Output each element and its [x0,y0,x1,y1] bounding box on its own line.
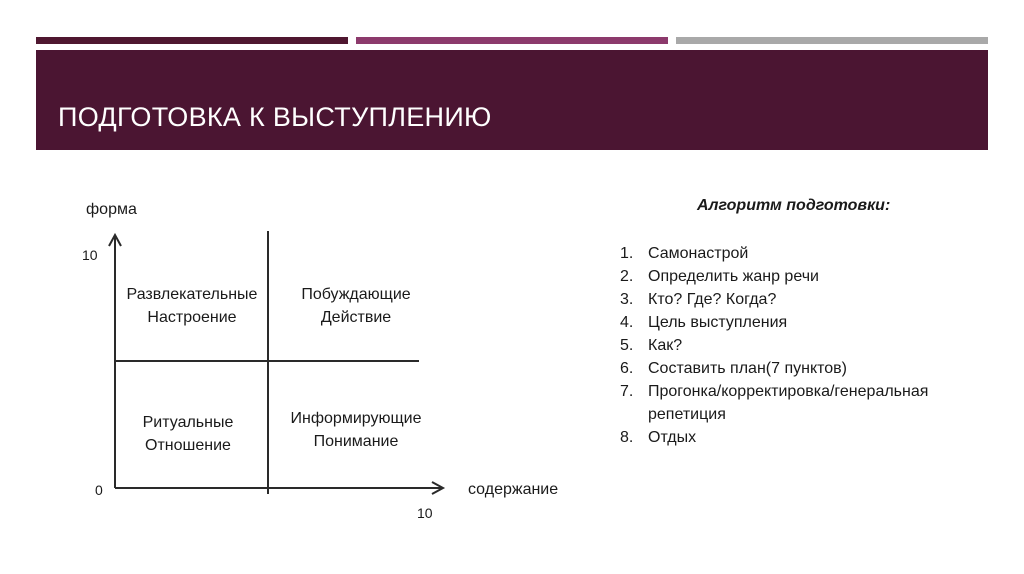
x-max-label: 10 [417,505,433,521]
quadrant-genre: Информирующие [290,410,422,427]
y-max-label: 10 [82,247,98,263]
quadrant-effect: Понимание [313,433,399,450]
step-number: 6. [620,360,634,377]
step-text: Прогонка/корректировка/генеральная репетиция [648,383,929,423]
quadrant-top-left [112,283,272,329]
algorithm-step [620,311,1000,334]
quadrant-genre: Ритуальные [142,414,234,431]
quadrant-top-right [276,283,436,329]
algorithm-step [620,242,1000,265]
step-number: 5. [620,337,634,354]
step-text: Определить жанр речи [648,268,819,285]
quadrant-effect: Действие [320,309,392,326]
step-number: 2. [620,268,634,285]
x-axis-label: содержание [468,481,559,498]
step-number: 4. [620,314,634,331]
step-number: 8. [620,429,634,446]
algorithm-step [620,265,1000,288]
quadrant-effect: Отношение [145,437,231,454]
quadrant-genre: Побуждающие [301,286,411,303]
step-number: 3. [620,291,634,308]
quadrant-bottom-right [276,407,436,453]
algorithm-step [620,380,1000,426]
algorithm-list [620,242,1000,449]
quadrant-effect: Настроение [147,309,237,326]
algorithm-step [620,357,1000,380]
algorithm-step [620,288,1000,311]
step-number: 7. [620,383,634,400]
slide-title: ПОДГОТОВКА К ВЫСТУПЛЕНИЮ [58,102,492,132]
step-number: 1. [620,245,634,262]
y-axis-label: форма [86,201,137,218]
algorithm-title: Алгоритм подготовки: [697,197,891,214]
step-text: Цель выступления [648,314,788,331]
step-text: Кто? Где? Когда? [648,291,777,308]
algorithm-step [620,426,1000,449]
quadrant-genre: Развлекательные [126,286,258,303]
origin-label: 0 [95,482,103,498]
step-text: Отдых [648,429,697,446]
step-text: Составить план(7 пунктов) [648,360,848,377]
step-text: Как? [648,337,683,354]
quadrant-bottom-left [108,411,268,457]
algorithm-step [620,334,1000,357]
step-text: Самонастрой [648,245,749,262]
